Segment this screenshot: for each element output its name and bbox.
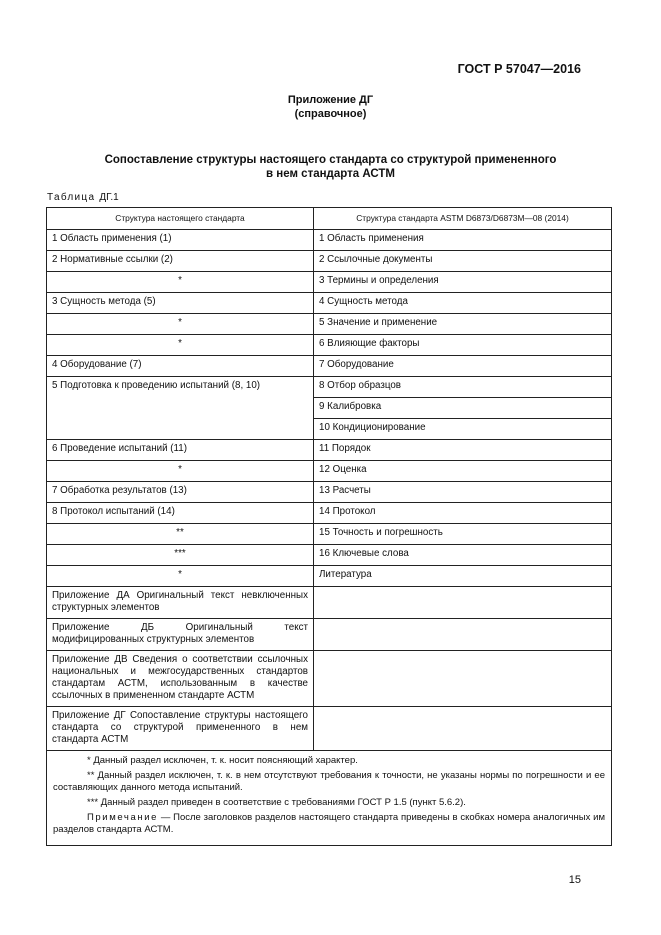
- row-14-astm: 16 Ключевые слова: [314, 545, 612, 566]
- table-row: [47, 335, 612, 356]
- row-18-this: Приложение ДВ Сведения о соответствии ссылочных национальных и межгосударственных стандартов стандартам АСТМ, использованным в качестве ссылочных в примененном стандарте АСТМ: [47, 651, 314, 707]
- row-9-astm: 11 Порядок: [314, 440, 612, 461]
- row-11-astm: 13 Расчеты: [314, 482, 612, 503]
- table-row: [47, 314, 612, 335]
- row-11-this: 7 Обработка результатов (13): [47, 482, 314, 503]
- table-row: [47, 619, 612, 651]
- row-10-astm: 12 Оценка: [314, 461, 612, 482]
- comparison-table: [46, 207, 612, 846]
- table-row: [47, 293, 612, 314]
- document-title: [0, 153, 661, 181]
- table-caption: [47, 192, 119, 203]
- row-5-astm: 5 Значение и применение: [314, 314, 612, 335]
- row-12-this: 8 Протокол испытаний (14): [47, 503, 314, 524]
- row-7-astm: 7 Оборудование: [314, 356, 612, 377]
- row-14-this: ***: [47, 545, 314, 566]
- table-row: [47, 587, 612, 619]
- row-16-astm: [314, 587, 612, 619]
- row-12-astm: 14 Протокол: [314, 503, 612, 524]
- table-notes-row: [47, 751, 612, 846]
- table-row: [47, 545, 612, 566]
- table-row: [47, 566, 612, 587]
- row-8-astm-a: 8 Отбор образцов: [314, 377, 612, 398]
- row-18-astm: [314, 651, 612, 707]
- row-10-this: *: [47, 461, 314, 482]
- standard-designation: ГОСТ Р 57047—2016: [457, 62, 581, 76]
- table-row: [47, 251, 612, 272]
- title-line-2: в нем стандарта АСТМ: [266, 168, 395, 180]
- row-4-astm: 4 Сущность метода: [314, 293, 612, 314]
- title-line-1: Сопоставление структуры настоящего стандарта со структурой примененного: [104, 154, 557, 166]
- table-row: [47, 503, 612, 524]
- table-row: [47, 524, 612, 545]
- note-3: *** Данный раздел приведен в соответствие с требованиями ГОСТ Р 1.5 (пункт 5.6.2).: [87, 797, 466, 808]
- row-3-this: *: [47, 272, 314, 293]
- table-caption-label: Таблица: [47, 192, 96, 203]
- row-6-this: *: [47, 335, 314, 356]
- row-13-this: **: [47, 524, 314, 545]
- row-7-this: 4 Оборудование (7): [47, 356, 314, 377]
- table-row: [47, 377, 612, 398]
- row-19-this: Приложение ДГ Сопоставление структуры настоящего стандарта со структурой примененного в нем стандарта АСТМ: [47, 707, 314, 751]
- row-8-this: 5 Подготовка к проведению испытаний (8, 10): [47, 377, 314, 440]
- row-4-this: 3 Сущность метода (5): [47, 293, 314, 314]
- row-13-astm: 15 Точность и погрешность: [314, 524, 612, 545]
- table-row: [47, 651, 612, 707]
- annex-subtitle: (справочное): [294, 108, 367, 120]
- note-label: Примечание: [87, 812, 158, 823]
- note-4-text: — После заголовков разделов настоящего стандарта приведены в скобках номера аналогичных им разделов стандарта АСТМ.: [53, 812, 605, 835]
- row-8-astm-b: 9 Калибровка: [314, 398, 612, 419]
- page-number: 15: [568, 874, 581, 886]
- annex-title: Приложение ДГ: [287, 94, 374, 106]
- row-5-this: *: [47, 314, 314, 335]
- row-15-this: *: [47, 566, 314, 587]
- table-row: [47, 230, 612, 251]
- row-8-astm-c: 10 Кондиционирование: [314, 419, 612, 440]
- col1-header: Структура настоящего стандарта: [47, 208, 314, 230]
- row-1-astm: 1 Область применения: [314, 230, 612, 251]
- row-6-astm: 6 Влияющие факторы: [314, 335, 612, 356]
- table-row: [47, 707, 612, 751]
- table-header-row: [47, 208, 612, 230]
- row-17-this: Приложение ДБ Оригинальный текст модифицированных структурных элементов: [47, 619, 314, 651]
- col2-header: Структура стандарта ASTM D6873/D6873M—08 (2014): [314, 208, 612, 230]
- row-16-this: Приложение ДА Оригинальный текст невключенных структурных элементов: [47, 587, 314, 619]
- table-row: [47, 461, 612, 482]
- row-9-this: 6 Проведение испытаний (11): [47, 440, 314, 461]
- row-2-this: 2 Нормативные ссылки (2): [47, 251, 314, 272]
- table-row: [47, 482, 612, 503]
- row-1-this: 1 Область применения (1): [47, 230, 314, 251]
- annex-heading: [0, 93, 661, 121]
- row-17-astm: [314, 619, 612, 651]
- row-15-astm: Литература: [314, 566, 612, 587]
- table-caption-number: ДГ.1: [99, 192, 119, 203]
- row-19-astm: [314, 707, 612, 751]
- table-row: [47, 356, 612, 377]
- row-3-astm: 3 Термины и определения: [314, 272, 612, 293]
- table-row: [47, 272, 612, 293]
- note-4: [53, 812, 605, 836]
- note-2: ** Данный раздел исключен, т. к. в нем отсутствуют требования к точности, не указаны нормы по погрешности и ее составляющих данного метода испытаний.: [53, 770, 605, 793]
- row-2-astm: 2 Ссылочные документы: [314, 251, 612, 272]
- table-row: [47, 440, 612, 461]
- note-1: * Данный раздел исключен, т. к. носит поясняющий характер.: [87, 755, 358, 766]
- table-notes: [47, 751, 612, 846]
